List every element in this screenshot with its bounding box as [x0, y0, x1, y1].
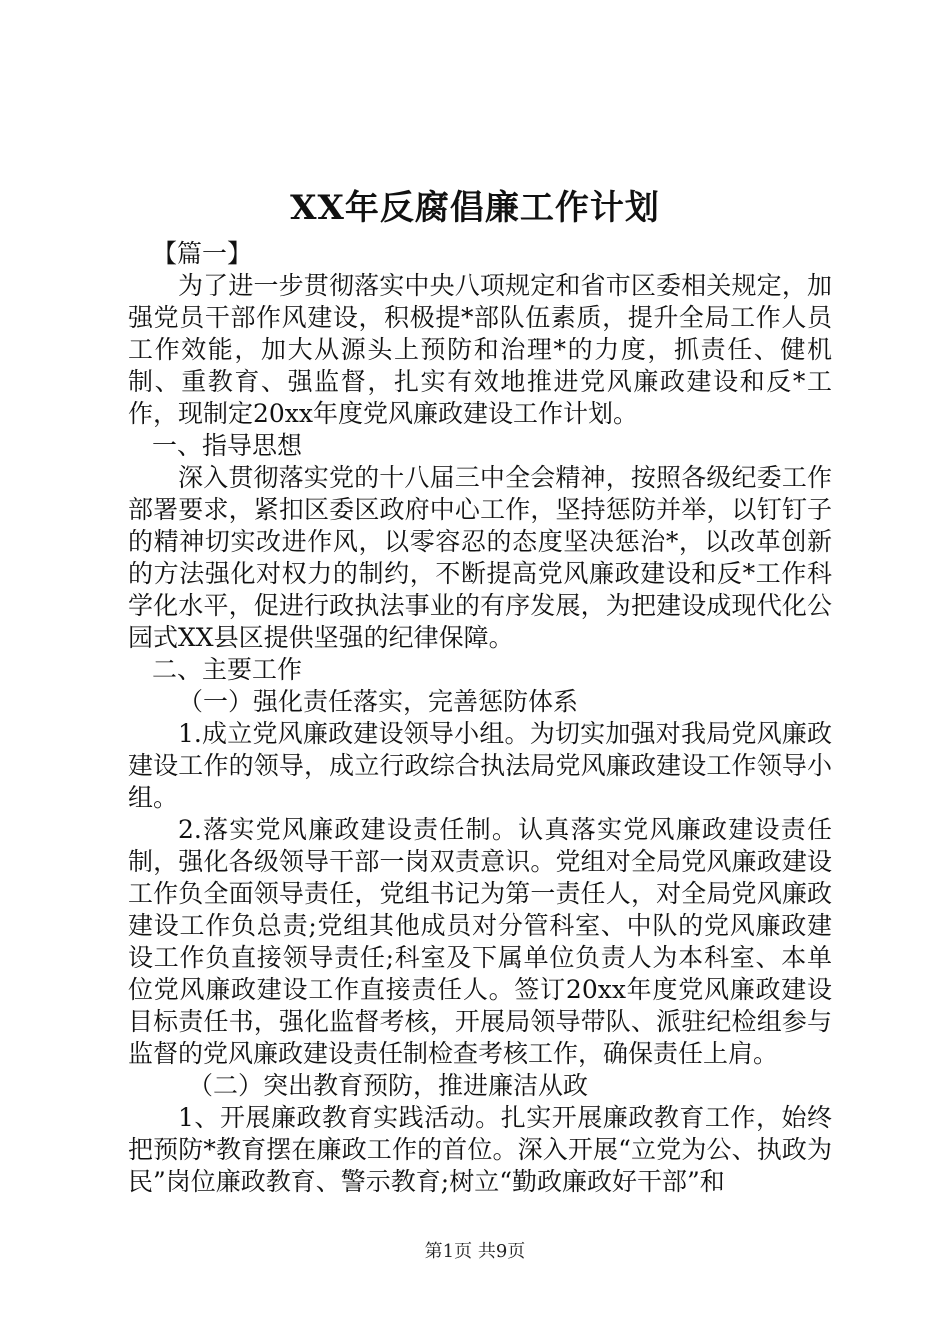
- section-marker: 【篇一】: [152, 239, 253, 268]
- guiding-thought-paragraph: 深入贯彻落实党的十八届三中全会精神，按照各级纪委工作部署要求，紧扣区委区政府中心工作，坚持惩防并举，以钉钉子的精神切实改进作风，以零容忍的态度坚决惩治*，以改革创新的方法强化对权力的制约，不断提高党风廉政建设和反*工作科学化水平，促进行政执法事业的有序发展，为把建设成现代化公园式XX县区提供坚强的纪律保障。: [128, 463, 832, 652]
- page-footer: 第1页 共9页: [424, 1241, 526, 1262]
- heading-main-work: 二、主要工作: [152, 655, 303, 684]
- item-leadership-group: 1.成立党风廉政建设领导小组。为切实加强对我局党风廉政建设工作的领导，成立行政综合执法局党风廉政建设工作领导小组。: [128, 719, 832, 812]
- document-body: [128, 238, 832, 1198]
- subheading-education: （二）突出教育预防，推进廉洁从政: [188, 1071, 589, 1100]
- item-responsibility-system: 2.落实党风廉政建设责任制。认真落实党风廉政建设责任制，强化各级领导干部一岗双责意识。党组对全局党风廉政建设工作负全面领导责任，党组书记为第一责任人，对全局党风廉政建设工作负总责;党组其他成员对分管科室、中队的党风廉政建设工作负直接领导责任;科室及下属单位负责人为本科室、本单位党风廉政建设工作直接责任人。签订20xx年度党风廉政建设目标责任书，强化监督考核，开展局领导带队、派驻纪检组参与监督的党风廉政建设责任制检查考核工作，确保责任上肩。: [128, 815, 832, 1068]
- item-education-activity: 1、开展廉政教育实践活动。扎实开展廉政教育工作，始终把预防*教育摆在廉政工作的首位。深入开展“立党为公、执政为民”岗位廉政教育、警示教育;树立“勤政廉政好干部”和: [128, 1103, 832, 1196]
- heading-guiding-thought: 一、指导思想: [152, 431, 303, 460]
- subheading-responsibility: （一）强化责任落实，完善惩防体系: [178, 687, 579, 716]
- document-title: XX年反腐倡廉工作计划: [290, 188, 660, 228]
- intro-paragraph: 为了进一步贯彻落实中央八项规定和省市区委相关规定，加强党员干部作风建设，积极提*部队伍素质，提升全局工作人员工作效能，加大从源头上预防和治理*的力度，抓责任、健机制、重教育、强监督，扎实有效地推进党风廉政建设和反*工作，现制定20xx年度党风廉政建设工作计划。: [128, 271, 832, 428]
